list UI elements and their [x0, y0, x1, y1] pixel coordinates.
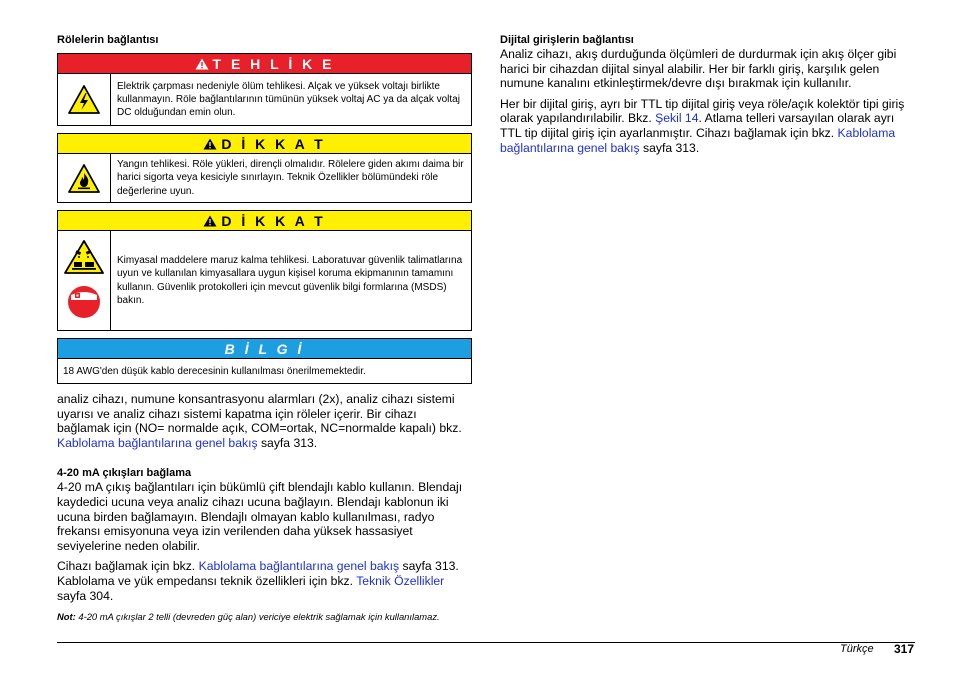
- footer-divider: [57, 642, 915, 643]
- wiring-overview-link[interactable]: Kablolama bağlantılarına genel bakış: [57, 435, 258, 450]
- specifications-link[interactable]: Teknik Özellikler: [356, 573, 445, 588]
- relays-heading: Rölelerin bağlantısı: [57, 34, 159, 46]
- wiring-overview-link[interactable]: Kablolama bağlantılarına genel bakış: [198, 559, 400, 574]
- note: Not: 4-20 mA çıkışlar 2 telli (devreden güç alan) vericiye elektrik sağlamak için kullanılamaz.: [57, 611, 440, 623]
- danger-text: Elektrik çarpması nedeniyle ölüm tehlikesi. Alçak ve yüksek voltajı birlikte kullanmayın. Röle bağlantılarının tümünün yüksek voltaj AC ya da alçak voltaj DC olduğundan emin olun.: [117, 80, 460, 119]
- ma-outputs-heading: 4-20 mA çıkışları bağlama: [57, 467, 192, 480]
- caution-fire-text: Yangın tehlikesi. Röle yükleri, dirençli olmalıdır. Rölelere giden akımı daima bir harici sigorta veya kesiciyle sınırlayın. Teknik Özellikler bölümündeki röle değerlerine uyun.: [117, 159, 464, 197]
- digital-config-paragraph: Her bir dijital giriş, ayrı bir TTL tip dijital giriş veya röle/açık kolektör tipi giriş olarak yapılandırılabilir. Bkz. Şekil 14. Atlama telleri varsayılan olarak ayrı TTL tip dijital giriş için ayarlanmıştır. Cihazı bağlamak için bkz. Kablolama bağlantılarına genel bakış sayfa 313.: [500, 96, 905, 155]
- relays-paragraph: analiz cihazı, numune konsantrasyonu alarmları (2x), analiz cihazı sistemi uyarısı ve analiz cihazı sistemi kapatma için röleler içerir. Bir cihazı bağlamak için (NO= normalde açık, COM=ortak, NC=normalde kapalı) bkz. Kablolama bağlantılarına genel bakış sayfa 313.: [57, 392, 462, 450]
- ma-connect-paragraph: Cihazı bağlamak için bkz. Kablolama bağlantılarına genel bakış sayfa 313. Kablolama ve yük empedansı teknik özellikleri için bkz. Teknik Özellikler sayfa 304.: [57, 559, 459, 603]
- page-number: 317: [894, 642, 915, 656]
- caution-header-chemical: D İ K K A T: [58, 211, 471, 231]
- notice-box: [57, 338, 472, 384]
- electrical-hazard-icon: [68, 85, 100, 114]
- warning-triangle-icon: [203, 138, 217, 150]
- digital-inputs-paragraph: Analiz cihazı, akış durduğunda ölçümleri de durdurmak için akış ölçer gibi harici bir cihazdan dijital sinyal alabilir. Her bir farklı giriş, karşılık gelen numune kanalını etkinleştirmek/devre dışı bırakmak için kullanılır.: [500, 47, 897, 91]
- figure-14-link[interactable]: Şekil 14: [655, 111, 699, 126]
- footer-language: Türkçe: [840, 643, 874, 655]
- digital-inputs-heading: Dijital girişlerin bağlantısı: [500, 34, 634, 46]
- ma-outputs-paragraph: 4-20 mA çıkış bağlantıları için bükümlü çift blendajlı kablo kullanın. Blendajı kaydedici ucuna veya analiz cihazı ucuna bağlayın. Blendajı kablonun iki ucuna birden bağlamayın. Blendajlı olmayan kablo kullanılması, radyo frekansı emisyonuna veya izin verilenden daha yüksek hassasiyet seviyelerine neden olabilir.: [57, 480, 463, 553]
- warning-triangle-icon: [203, 215, 217, 227]
- wiring-overview-link[interactable]: Kablolama bağlantılarına genel bakış: [500, 125, 896, 155]
- right-column: [500, 33, 915, 155]
- notice-header: B İ L G İ: [58, 339, 471, 359]
- warning-triangle-icon: [195, 58, 209, 70]
- chemical-hazard-icon: [64, 240, 104, 274]
- caution-header-fire: D İ K K A T: [58, 134, 471, 154]
- caution-chemical-text: Kimyasal maddelere maruz kalma tehlikesi. Laboratuvar güvenlik talimatlarına uyun ve kullanılan kimyasallara uygun kişisel koruma ekipmanının tamamını kullanın. Güvenlik protokolleri için mevcut güvenlik bilgi formlarına (MSDS) bakın.: [117, 255, 463, 306]
- left-column: [57, 33, 472, 624]
- danger-box: [57, 53, 472, 126]
- caution-box-chemical: [57, 210, 472, 331]
- notice-text: 18 AWG'den düşük kablo derecesinin kullanılması önerilmemektedir.: [63, 366, 366, 377]
- face-shield-icon: [67, 283, 101, 321]
- fire-hazard-icon: [68, 164, 100, 193]
- caution-box-fire: [57, 133, 472, 203]
- danger-header: T E H L İ K E: [58, 54, 471, 74]
